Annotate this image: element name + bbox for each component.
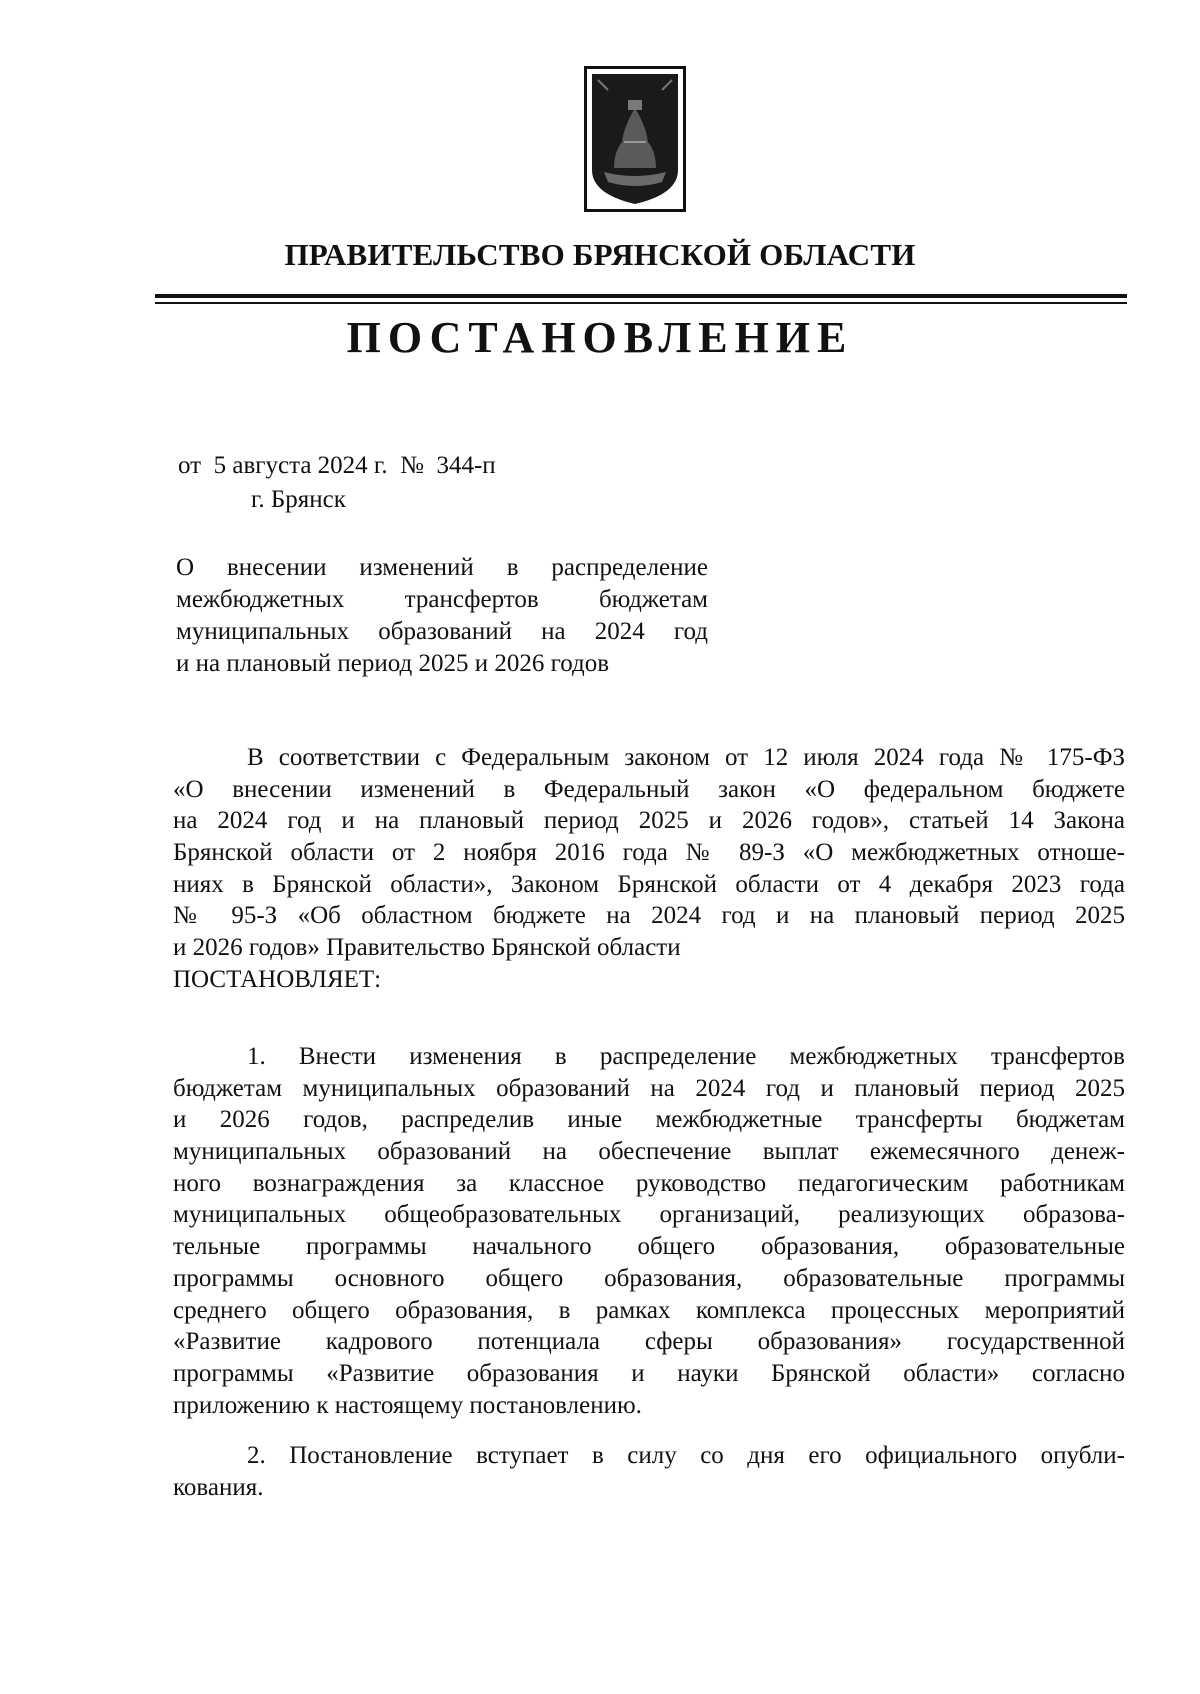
subject-line: межбюджетных трансфертов бюджетам xyxy=(176,586,708,613)
point-1-line: «Развитие кадрового потенциала сферы образования» государственной xyxy=(173,1328,1125,1356)
preamble-line: № 95-З «Об областном бюджете на 2024 год и на плановый период 2025 xyxy=(173,902,1125,930)
government-name: ПРАВИТЕЛЬСТВО БРЯНСКОЙ ОБЛАСТИ xyxy=(284,237,916,272)
header-rule-thick xyxy=(155,294,1127,298)
header-rule-thin xyxy=(155,302,1127,304)
point-2-line: 2. Постановление вступает в силу со дня его официального опубли- xyxy=(247,1442,1125,1469)
document-date-number: от 5 августа 2024 г. № 344-п xyxy=(178,452,496,479)
point-1-line: 1. Внести изменения в распределение межбюджетных трансфертов xyxy=(247,1043,1125,1070)
point-1-line: бюджетам муниципальных образований на 2024 год и плановый период 2025 xyxy=(173,1074,1125,1102)
document-type-title: ПОСТАНОВЛЕНИЕ xyxy=(346,313,854,362)
point-1-line: среднего общего образования, в рамках комплекса процессных мероприятий xyxy=(173,1296,1125,1324)
document-city: г. Брянск xyxy=(251,486,346,513)
point-1-line: муниципальных общеобразовательных организаций, реализующих образова- xyxy=(173,1201,1125,1229)
point-2-line: кования. xyxy=(173,1473,264,1501)
resolves-line: ПОСТАНОВЛЯЕТ: xyxy=(173,965,382,993)
point-1-line: ного вознаграждения за классное руководство педагогическим работникам xyxy=(173,1169,1125,1197)
preamble-line: «О внесении изменений в Федеральный закон «О федеральном бюджете xyxy=(173,775,1125,803)
document-subject xyxy=(176,552,708,680)
subject-line: и на плановый период 2025 и 2026 годов xyxy=(176,650,610,677)
preamble-line: на 2024 год и на плановый период 2025 и 2026 годов», статьей 14 Закона xyxy=(173,807,1125,835)
point-1-paragraph xyxy=(173,1041,1125,1421)
preamble-line: В соответствии с Федеральным законом от 12 июля 2024 года № 175-ФЗ xyxy=(247,744,1125,771)
point-1-line: программы основного общего образования, образовательные программы xyxy=(173,1264,1125,1292)
preamble-line: ниях в Брянской области», Законом Брянской области от 4 декабря 2023 года xyxy=(173,870,1125,898)
point-1-line: приложению к настоящему постановлению. xyxy=(173,1391,642,1419)
preamble-line: и 2026 годов» Правительство Брянской области xyxy=(173,934,681,962)
point-1-line: и 2026 годов, распределив иные межбюджетные трансферты бюджетам xyxy=(173,1106,1125,1134)
preamble-line: Брянской области от 2 ноября 2016 года № 89-З «О межбюджетных отноше- xyxy=(173,839,1125,867)
point-1-line: муниципальных образований на обеспечение выплат ежемесячного денеж- xyxy=(173,1138,1125,1166)
bryansk-coat-of-arms-icon xyxy=(584,66,686,212)
preamble-paragraph xyxy=(173,742,1125,996)
subject-line: О внесении изменений в распределение xyxy=(176,554,708,581)
point-2-paragraph xyxy=(173,1440,1125,1503)
point-1-line: тельные программы начального общего образования, образовательные xyxy=(173,1233,1125,1261)
point-1-line: программы «Развитие образования и науки Брянской области» согласно xyxy=(173,1359,1125,1387)
subject-line: муниципальных образований на 2024 год xyxy=(176,618,708,645)
